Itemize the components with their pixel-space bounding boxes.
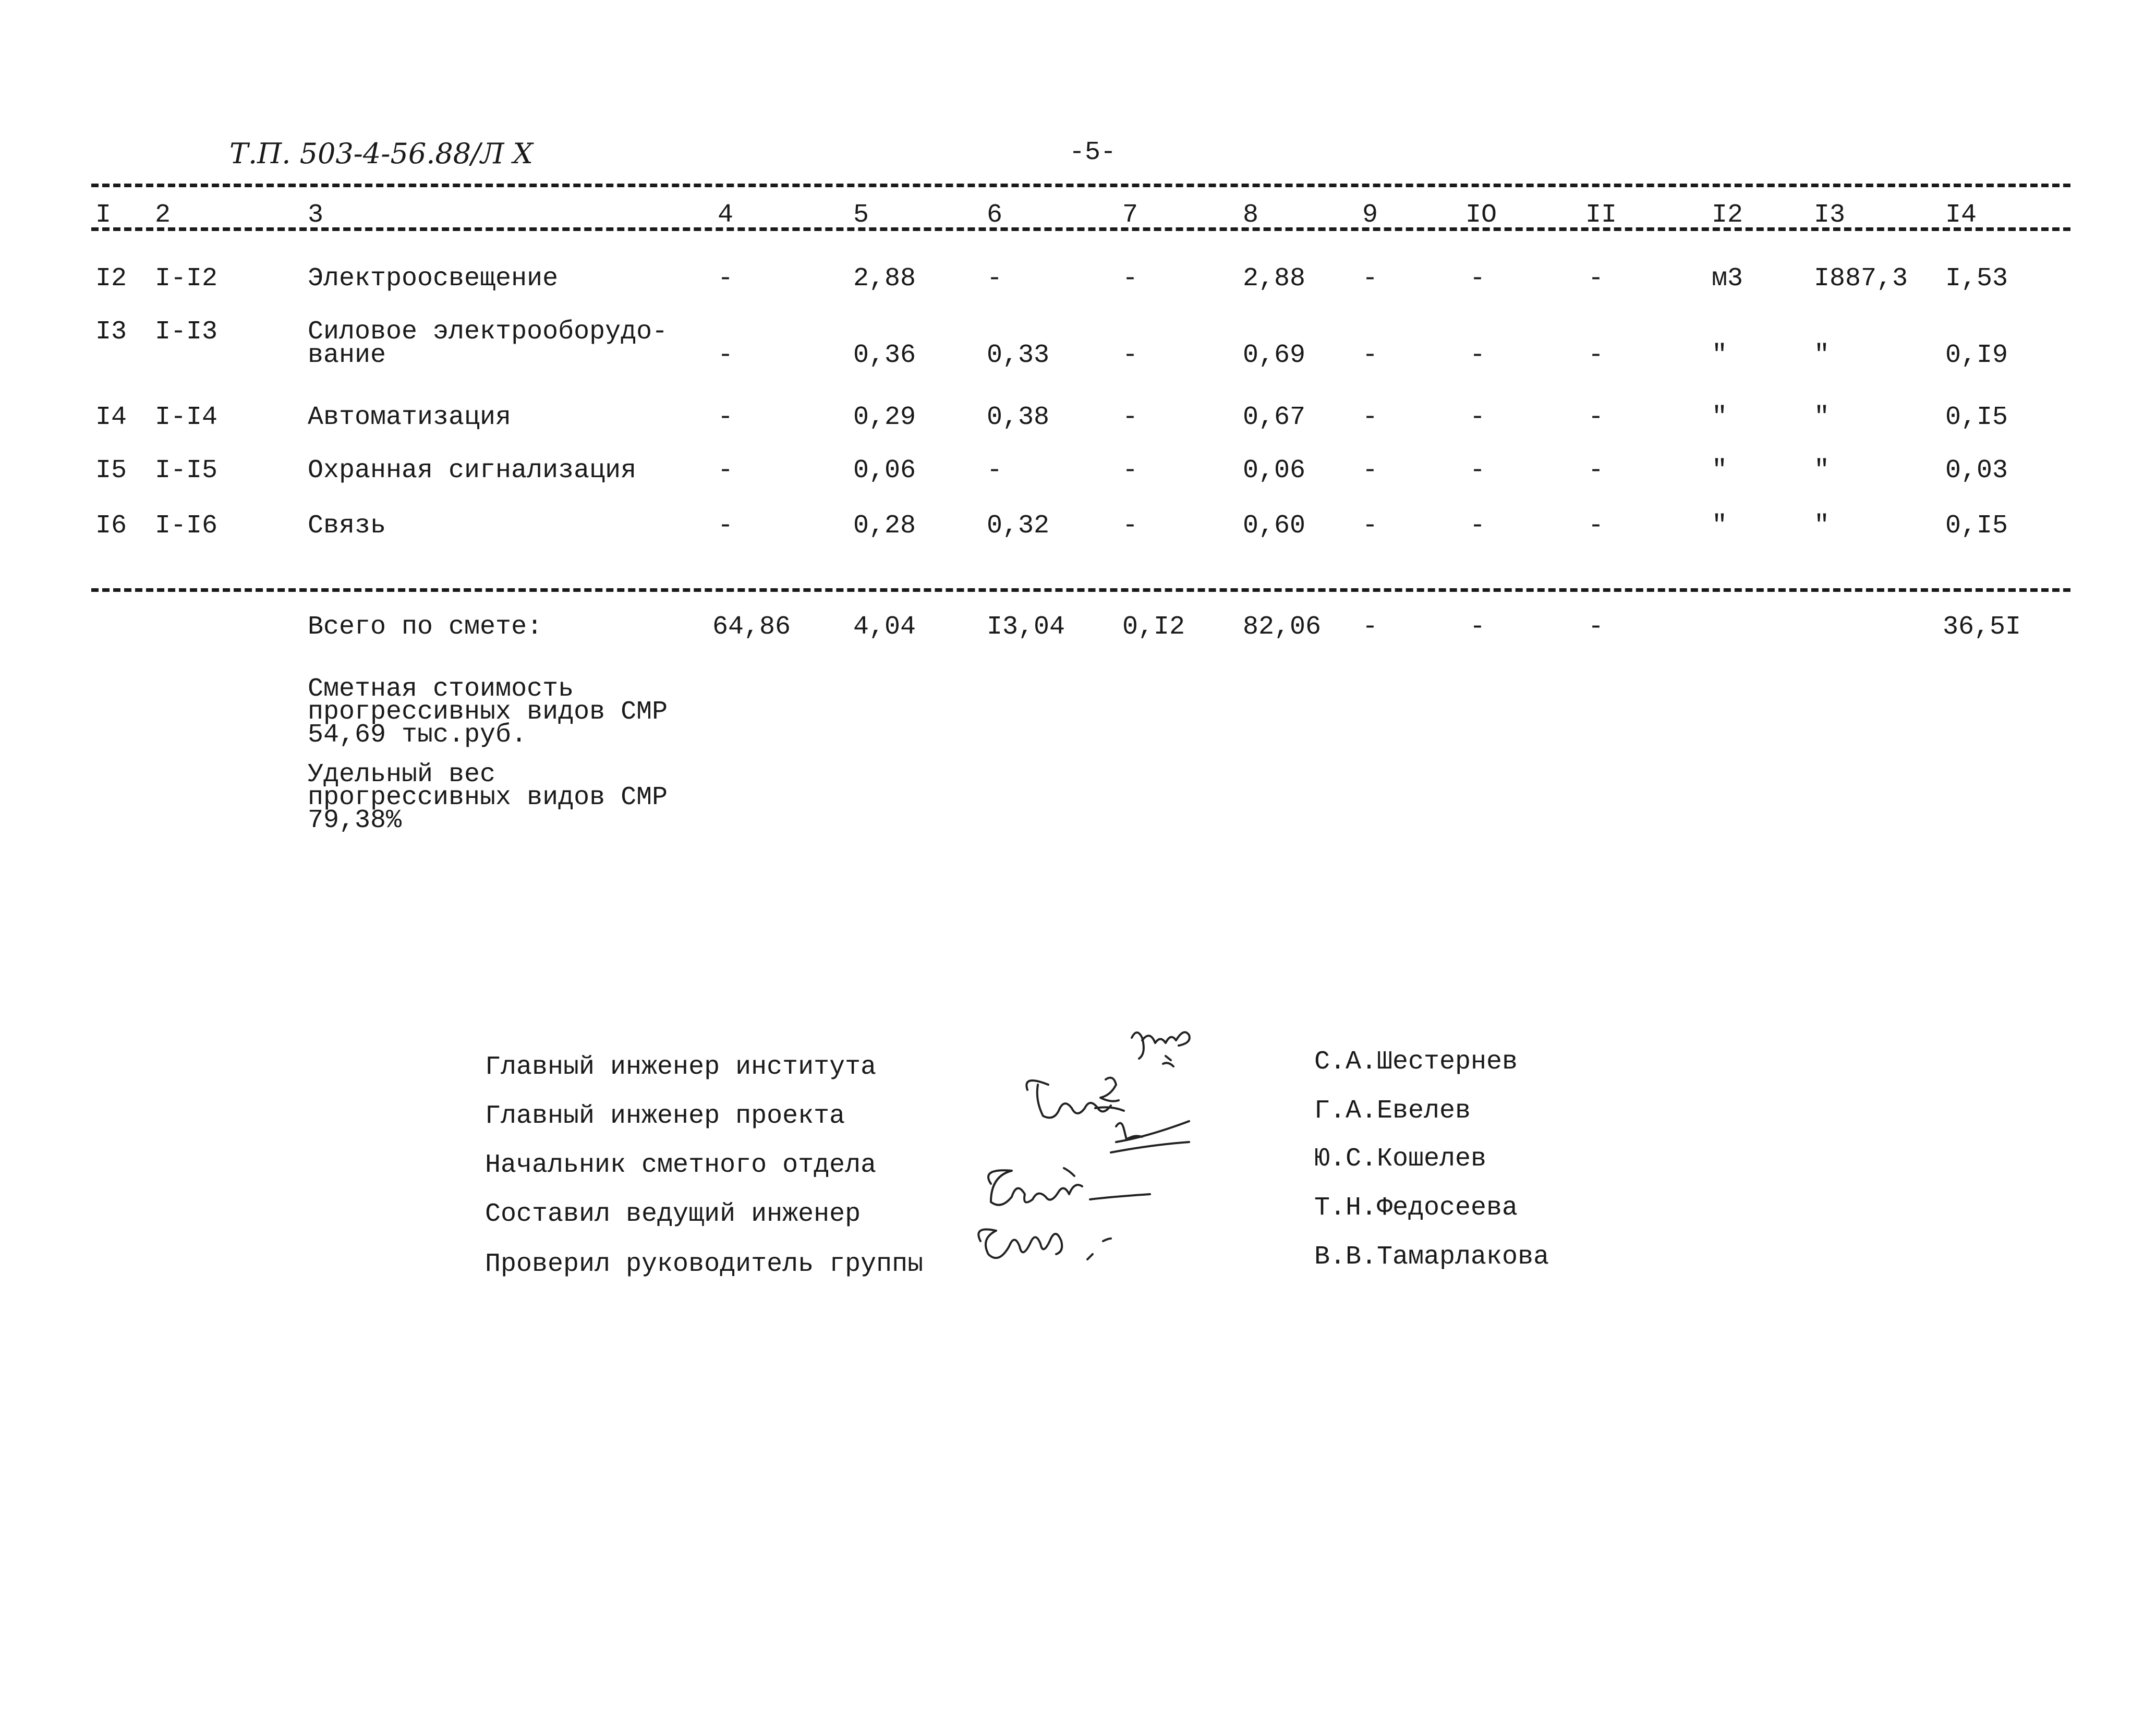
col-5-value: 0,28 xyxy=(853,511,916,541)
col-14-value: 0,I5 xyxy=(1945,511,2008,541)
unit-value: м3 xyxy=(1712,264,1743,294)
row-name: Электроосвещение xyxy=(308,264,559,294)
col-11-value: - xyxy=(1588,403,1604,432)
col-6-value: 0,38 xyxy=(987,403,1050,432)
row-code: I-I3 xyxy=(155,317,218,347)
row-name: Охранная сигнализация xyxy=(308,456,637,485)
col-13-value: I887,3 xyxy=(1814,264,1908,294)
column-header: I2 xyxy=(1712,200,1743,230)
signature-role: Составил ведущий инженер xyxy=(485,1199,861,1229)
document-code: Т.П. 503-4-56.88/Л Х xyxy=(229,137,533,170)
col-13-value: " xyxy=(1814,341,1830,370)
total-col-11: - xyxy=(1588,612,1604,642)
col-8-value: 0,69 xyxy=(1243,341,1306,370)
row-code: I-I6 xyxy=(155,511,218,541)
table-header-rule xyxy=(91,227,2070,231)
col-9-value: - xyxy=(1362,511,1378,541)
column-header: 8 xyxy=(1243,200,1259,230)
row-number: I3 xyxy=(95,317,127,347)
column-header: 9 xyxy=(1362,200,1378,230)
total-label: Всего по смете: xyxy=(308,612,543,642)
col-4-value: - xyxy=(718,341,734,370)
col-5-value: 2,88 xyxy=(853,264,916,294)
signature-name: Ю.С.Кошелев xyxy=(1314,1144,1487,1174)
note-line: Удельный вес xyxy=(308,760,496,790)
column-header: I4 xyxy=(1945,200,1977,230)
col-8-value: 2,88 xyxy=(1243,264,1306,294)
total-col-10: - xyxy=(1470,612,1486,642)
col-4-value: - xyxy=(718,511,734,541)
row-name: Связь xyxy=(308,511,386,541)
col-6-value: 0,32 xyxy=(987,511,1050,541)
row-name: Силовое электрооборудо- xyxy=(308,317,668,347)
col-14-value: 0,I9 xyxy=(1945,341,2008,370)
col-4-value: - xyxy=(718,456,734,485)
signature-name: С.А.Шестернев xyxy=(1314,1047,1518,1077)
col-8-value: 0,67 xyxy=(1243,403,1306,432)
col-13-value: " xyxy=(1814,511,1830,541)
signature-mark xyxy=(978,1230,1111,1260)
col-7-value: - xyxy=(1122,403,1138,432)
col-10-value: - xyxy=(1470,511,1486,541)
note-line: 79,38% xyxy=(308,806,402,835)
col-14-value: 0,03 xyxy=(1945,456,2008,485)
signature-mark xyxy=(1026,1078,1124,1118)
signature-name: Т.Н.Федосеева xyxy=(1314,1193,1518,1223)
total-col-6: I3,04 xyxy=(987,612,1065,642)
column-header: 2 xyxy=(155,200,171,230)
note-line: прогрессивных видов СМР xyxy=(308,783,668,812)
row-number: I6 xyxy=(95,511,127,541)
col-4-value: - xyxy=(718,403,734,432)
signature-name: В.В.Тамарлакова xyxy=(1314,1242,1549,1272)
unit-value: " xyxy=(1712,511,1728,541)
signature-role: Главный инженер проекта xyxy=(485,1101,845,1131)
table-total-rule xyxy=(91,588,2070,592)
column-header: 5 xyxy=(853,200,869,230)
row-number: I4 xyxy=(95,403,127,432)
row-number: I2 xyxy=(95,264,127,294)
note-line: Сметная стоимость xyxy=(308,674,574,704)
col-14-value: I,53 xyxy=(1945,264,2008,294)
unit-value: " xyxy=(1712,341,1728,370)
col-11-value: - xyxy=(1588,456,1604,485)
col-10-value: - xyxy=(1470,264,1486,294)
signature-mark xyxy=(1132,1032,1190,1066)
row-name: Автоматизация xyxy=(308,403,512,432)
col-9-value: - xyxy=(1362,403,1378,432)
column-header: II xyxy=(1585,200,1617,230)
total-col-5: 4,04 xyxy=(853,612,916,642)
page-number: -5- xyxy=(1069,138,1117,167)
column-header: 4 xyxy=(718,200,734,230)
signature-role: Проверил руководитель группы xyxy=(485,1249,924,1279)
col-6-value: 0,33 xyxy=(987,341,1050,370)
col-5-value: 0,29 xyxy=(853,403,916,432)
total-col-7: 0,I2 xyxy=(1122,612,1185,642)
row-number: I5 xyxy=(95,456,127,485)
col-4-value: - xyxy=(718,264,734,294)
signature-mark xyxy=(988,1168,1150,1205)
col-10-value: - xyxy=(1470,403,1486,432)
col-13-value: " xyxy=(1814,456,1830,485)
note-line: 54,69 тыс.руб. xyxy=(308,720,527,750)
col-7-value: - xyxy=(1122,456,1138,485)
column-header: 6 xyxy=(987,200,1003,230)
column-header: 3 xyxy=(308,200,324,230)
column-header: 7 xyxy=(1122,200,1138,230)
row-code: I-I5 xyxy=(155,456,218,485)
note-line: прогрессивных видов СМР xyxy=(308,697,668,727)
col-9-value: - xyxy=(1362,456,1378,485)
table-top-rule xyxy=(91,184,2070,187)
column-header: I xyxy=(95,200,112,230)
unit-value: " xyxy=(1712,403,1728,432)
total-col-4: 64,86 xyxy=(712,612,791,642)
col-13-value: " xyxy=(1814,403,1830,432)
col-6-value: - xyxy=(987,456,1003,485)
signature-mark xyxy=(1111,1121,1189,1152)
col-7-value: - xyxy=(1122,341,1138,370)
signature-role: Главный инженер института xyxy=(485,1052,877,1082)
col-8-value: 0,60 xyxy=(1243,511,1306,541)
signature-role: Начальник сметного отдела xyxy=(485,1150,877,1180)
col-14-value: 0,I5 xyxy=(1945,403,2008,432)
col-11-value: - xyxy=(1588,264,1604,294)
col-8-value: 0,06 xyxy=(1243,456,1306,485)
total-col-9: - xyxy=(1362,612,1378,642)
col-11-value: - xyxy=(1588,341,1604,370)
signature-name: Г.А.Евелев xyxy=(1314,1096,1471,1126)
col-5-value: 0,06 xyxy=(853,456,916,485)
col-9-value: - xyxy=(1362,341,1378,370)
col-7-value: - xyxy=(1122,511,1138,541)
handwritten-signatures xyxy=(960,1022,1252,1293)
column-header: I3 xyxy=(1814,200,1846,230)
col-10-value: - xyxy=(1470,456,1486,485)
total-col-8: 82,06 xyxy=(1243,612,1322,642)
col-5-value: 0,36 xyxy=(853,341,916,370)
unit-value: " xyxy=(1712,456,1728,485)
col-9-value: - xyxy=(1362,264,1378,294)
total-col-14: 36,5I xyxy=(1943,612,2021,642)
col-6-value: - xyxy=(987,264,1003,294)
col-11-value: - xyxy=(1588,511,1604,541)
col-10-value: - xyxy=(1470,341,1486,370)
row-name-continuation: вание xyxy=(308,341,386,370)
row-code: I-I2 xyxy=(155,264,218,294)
column-header: IO xyxy=(1465,200,1497,230)
row-code: I-I4 xyxy=(155,403,218,432)
col-7-value: - xyxy=(1122,264,1138,294)
